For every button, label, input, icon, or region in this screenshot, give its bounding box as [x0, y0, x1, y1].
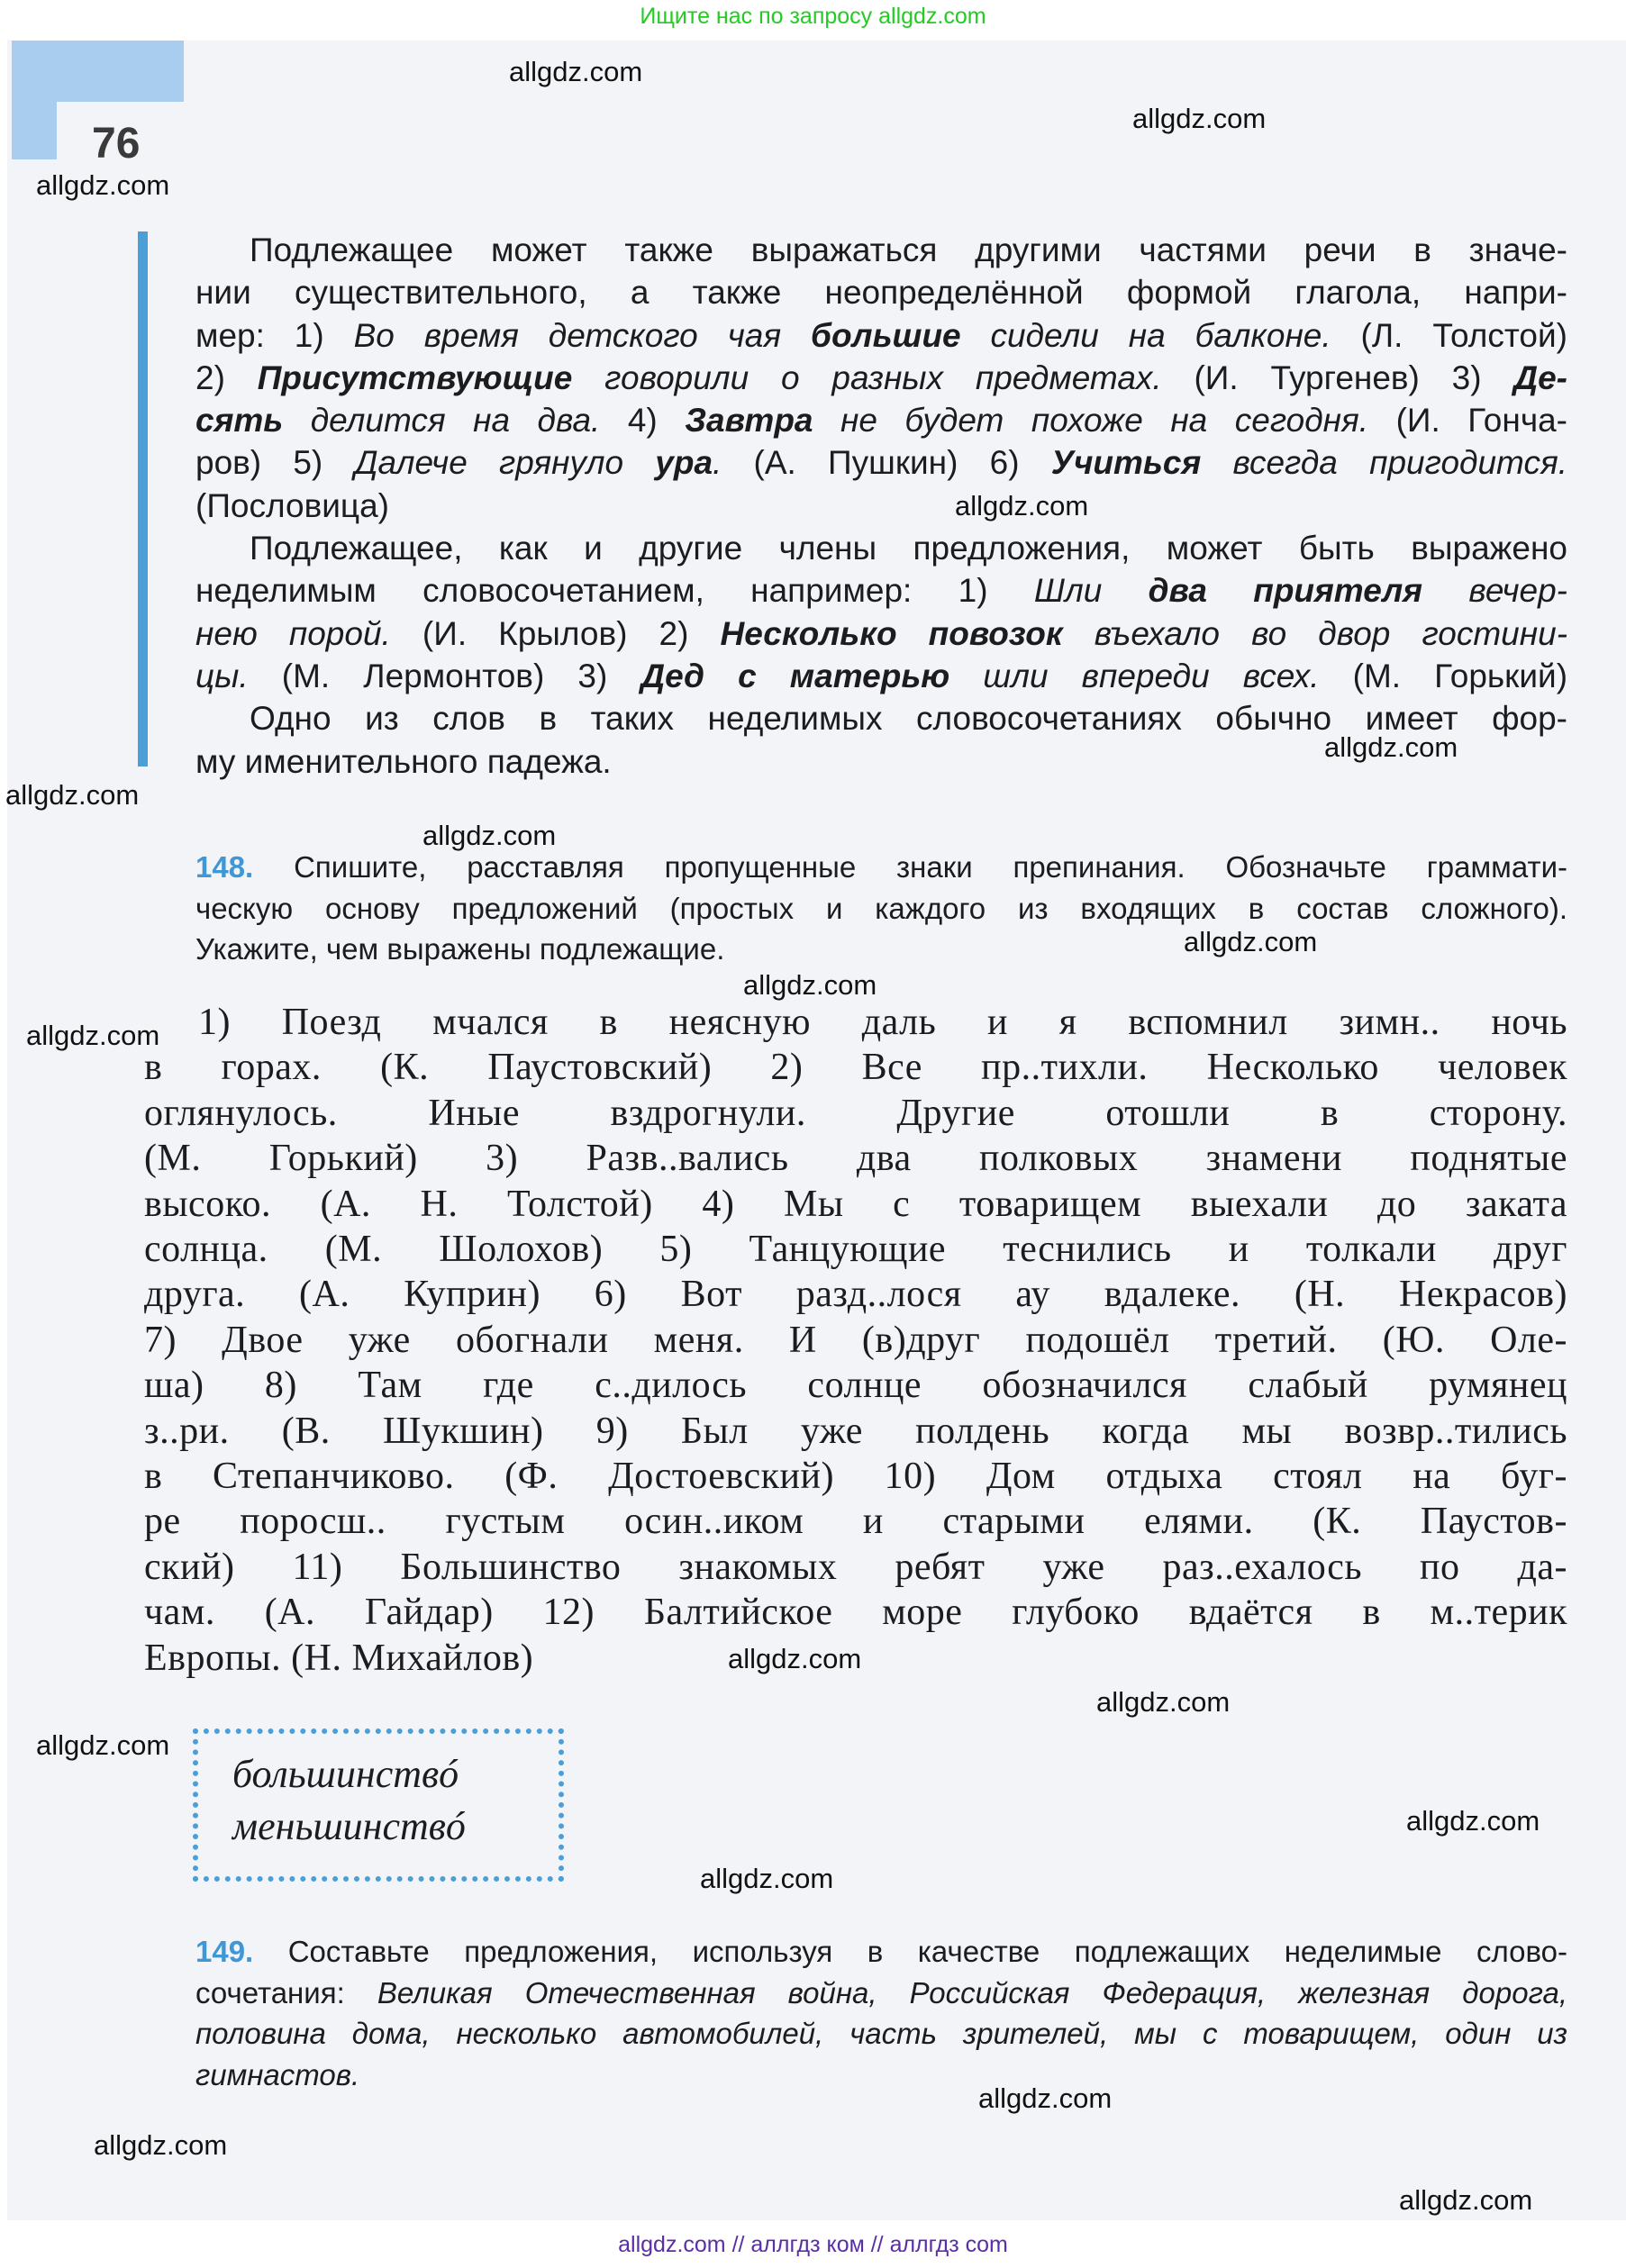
text-segment: шли впереди всех.: [949, 657, 1320, 694]
watermark: allgdz.com: [1184, 926, 1318, 957]
text-segment: ческую основу предложений (простых и каждого из входящих в состав сложного).: [195, 891, 1567, 925]
text-segment: сочетания:: [195, 1975, 377, 2009]
text-line: [195, 888, 1567, 930]
watermark: allgdz.com: [743, 969, 877, 1001]
text-segment: всегда пригодится.: [1201, 444, 1568, 482]
watermark: allgdz.com: [5, 779, 140, 811]
text-line: [195, 2055, 1567, 2096]
watermark: allgdz.com: [1324, 731, 1458, 763]
vocabulary-word: меньшинствó: [232, 1804, 466, 1848]
exercise-number: 149.: [195, 1935, 254, 1968]
vocabulary-word: большинствó: [232, 1752, 459, 1796]
text-line: [144, 1409, 1567, 1454]
text-line: [195, 2013, 1567, 2055]
page-corner-decoration: [12, 41, 184, 102]
text-segment: Подлежащее, как и другие члены предложения, может быть выражено: [250, 530, 1567, 567]
text-segment: большие: [811, 316, 961, 354]
text-segment: (М. Горький): [1319, 657, 1568, 694]
text-segment: два приятеля: [1148, 572, 1423, 610]
text-segment: друга. (А. Куприн) 6) Вот разд..лося ау вдалеке. (Н. Некрасов): [144, 1274, 1567, 1316]
exercise-number: 148.: [195, 850, 254, 884]
text-line: [144, 1000, 1567, 1045]
text-line: [144, 1272, 1567, 1317]
text-segment: (А. Пушкин) 6): [722, 444, 1051, 482]
text-segment: ура: [655, 444, 713, 482]
text-segment: неделимым словосочетанием, например: 1): [195, 572, 1034, 610]
text-segment: (Пословица): [195, 486, 389, 524]
text-line: [195, 527, 1567, 569]
text-segment: вечер-: [1422, 572, 1567, 610]
watermark: allgdz.com: [36, 1729, 170, 1761]
text-segment: Великая Отечественная война, Российская Федерация, железная дорога,: [377, 1975, 1567, 2009]
text-segment: высоко. (А. Н. Толстой) 4) Мы с товарищем выехали до заката: [144, 1183, 1567, 1225]
text-line: [195, 655, 1567, 697]
text-segment: Европы. (Н. Михайлов): [144, 1637, 534, 1679]
vocabulary-box: [193, 1728, 564, 1882]
text-line: [144, 1182, 1567, 1227]
text-line: [195, 1931, 1567, 1973]
watermark: allgdz.com: [955, 490, 1089, 522]
text-line: [195, 271, 1567, 313]
text-segment: чам. (А. Гайдар) 12) Балтийское море глубоко вдаётся в м..терик: [144, 1592, 1567, 1634]
text-line: [144, 1545, 1567, 1590]
text-line: [144, 1499, 1567, 1544]
text-segment: .: [713, 444, 722, 482]
text-segment: ша) 8) Там где с..дилось солнце обозначился слабый румянец: [144, 1365, 1567, 1407]
text-segment: в Степанчиково. (Ф. Достоевский) 10) Дом отдыха стоял на буг-: [144, 1456, 1567, 1498]
exercise-148-text: [144, 1000, 1567, 1681]
text-line: [195, 314, 1567, 357]
text-segment: Далече грянуло: [354, 444, 656, 482]
text-segment: (И. Тургенев) 3): [1161, 358, 1514, 396]
text-segment: Одно из слов в таких неделимых словосочетаниях обычно имеет фор-: [250, 700, 1567, 738]
text-segment: Во время детского чая: [353, 316, 812, 354]
text-segment: Подлежащее может также выражаться другими частями речи в значе-: [250, 231, 1567, 268]
text-segment: ре поросш.. густым осин..иком и старыми елями. (К. Паустов-: [144, 1501, 1567, 1543]
watermark: allgdz.com: [422, 820, 557, 851]
watermark: allgdz.com: [36, 169, 170, 201]
text-segment: сять: [195, 402, 284, 440]
text-segment: нии существительного, а также неопределённой формой глагола, напри-: [195, 274, 1567, 312]
text-segment: оглянулось. Иные вздрогнули. Другие отошли в сторону.: [144, 1092, 1567, 1134]
text-segment: 4): [600, 402, 686, 440]
text-line: [144, 1454, 1567, 1499]
watermark: allgdz.com: [26, 1020, 160, 1051]
text-segment: въехало во двор гостини-: [1062, 614, 1568, 652]
text-line: [144, 1136, 1567, 1181]
watermark: allgdz.com: [728, 1643, 862, 1674]
text-line: [195, 847, 1567, 888]
text-segment: делится на два.: [283, 402, 601, 440]
text-segment: Присутствующие: [257, 358, 573, 396]
text-segment: Спишите, расставляя пропущенные знаки препинания. Обозначьте граммати-: [253, 850, 1567, 884]
text-line: [195, 1973, 1567, 2014]
text-segment: солнца. (М. Шолохов) 5) Танцующие теснились и толкали друг: [144, 1229, 1567, 1271]
page-number: 76: [92, 120, 141, 168]
text-segment: (М. Горький) 3) Разв..вались два полковых знамени поднятые: [144, 1138, 1567, 1180]
watermark: allgdz.com: [1406, 1805, 1540, 1837]
text-segment: (И. Крылов) 2): [390, 614, 721, 652]
text-segment: 7) Двое уже обогнали меня. И (в)друг подошёл третий. (Ю. Оле-: [144, 1319, 1567, 1361]
text-segment: 1) Поезд мчался в неясную даль и я вспомнил зимн.. ночь: [198, 1002, 1567, 1043]
text-line: [144, 1091, 1567, 1136]
text-line: [144, 1318, 1567, 1363]
text-segment: Укажите, чем выражены подлежащие.: [195, 932, 725, 966]
text-segment: Составьте предложения, используя в качестве подлежащих неделимые слово-: [253, 1935, 1567, 1968]
text-line: [195, 357, 1567, 399]
text-line: [195, 229, 1567, 271]
text-line: [195, 399, 1567, 441]
search-banner[interactable]: Ищите нас по запросу allgdz.com: [640, 4, 986, 29]
page-corner-decoration: [12, 102, 57, 159]
text-segment: 2): [195, 358, 258, 396]
text-line: [144, 1045, 1567, 1090]
text-segment: Дед с матерью: [640, 657, 950, 694]
text-line: [144, 1363, 1567, 1408]
text-segment: (М. Лермонтов) 3): [248, 657, 641, 694]
exercise-148-task: [195, 847, 1567, 970]
text-segment: Шли: [1033, 572, 1149, 610]
watermark: allgdz.com: [1096, 1686, 1231, 1718]
text-segment: гимнастов.: [195, 2057, 360, 2091]
text-segment: з..ри. (В. Шукшин) 9) Был уже полдень когда мы возвр..тились: [144, 1410, 1567, 1452]
text-line: [195, 485, 1567, 527]
text-segment: половина дома, несколько автомобилей, часть зрителей, мы с товарищем, один из: [195, 2017, 1567, 2050]
text-segment: в горах. (К. Паустовский) 2) Все пр..тихли. Несколько человек: [144, 1047, 1567, 1089]
watermark: allgdz.com: [1399, 2184, 1533, 2216]
text-line: [195, 441, 1567, 484]
text-segment: Несколько повозок: [720, 614, 1063, 652]
text-segment: говорили о разных предметах.: [572, 358, 1162, 396]
watermark: allgdz.com: [509, 56, 643, 87]
text-line: [144, 1590, 1567, 1635]
text-segment: нею порой.: [195, 614, 391, 652]
text-segment: Завтра: [685, 402, 813, 440]
footer-links[interactable]: allgdz.com // аллгдз ком // аллгдз com: [618, 2232, 1008, 2257]
text-segment: цы.: [195, 657, 249, 694]
text-segment: не будет похоже на сегодня.: [813, 402, 1369, 440]
text-line: [144, 1227, 1567, 1272]
text-segment: ский) 11) Большинство знакомых ребят уже раз..ехалось по да-: [144, 1546, 1567, 1588]
theory-side-bar: [138, 231, 148, 767]
text-segment: сидели на балконе.: [960, 316, 1331, 354]
text-line: [195, 612, 1567, 655]
text-line: [195, 569, 1567, 612]
text-segment: ров) 5): [195, 444, 355, 482]
text-segment: Учиться: [1050, 444, 1202, 482]
exercise-149-task: [195, 1931, 1567, 2095]
text-segment: му именительного падежа.: [195, 742, 612, 780]
text-line: [195, 929, 1567, 970]
watermark: allgdz.com: [700, 1863, 834, 1894]
watermark: allgdz.com: [1132, 103, 1267, 134]
text-segment: (И. Гонча-: [1368, 402, 1567, 440]
watermark: allgdz.com: [978, 2082, 1113, 2114]
watermark: allgdz.com: [94, 2129, 228, 2161]
theory-block: [195, 229, 1567, 783]
text-segment: Де-: [1513, 358, 1567, 396]
text-segment: (Л. Толстой): [1331, 316, 1567, 354]
text-segment: мер: 1): [195, 316, 354, 354]
